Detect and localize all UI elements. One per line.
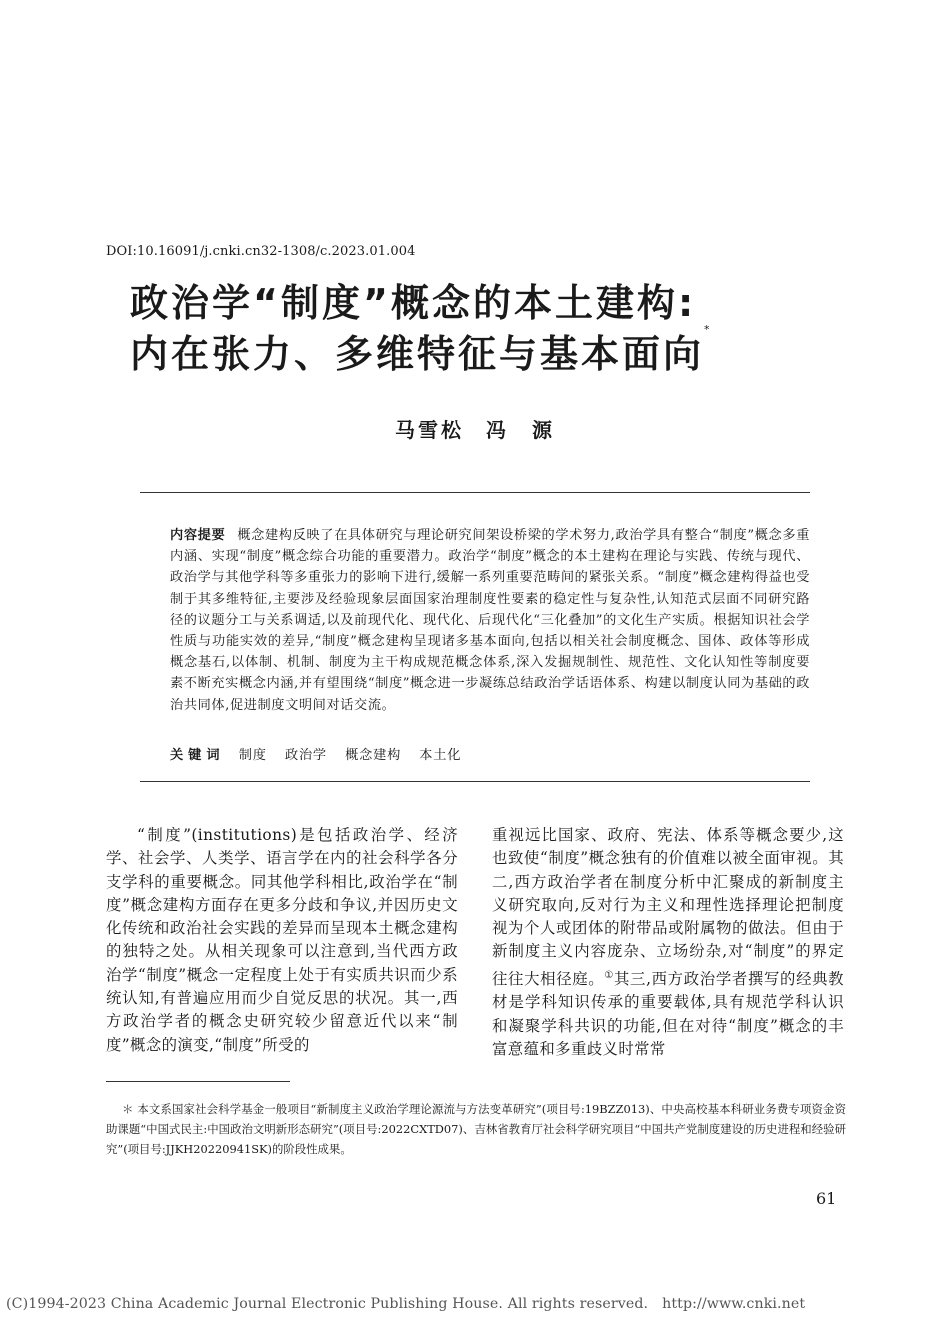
abstract-bottom-rule: [140, 781, 810, 782]
title-footnote-mark: *: [704, 323, 713, 336]
endnote-marker[interactable]: ①: [604, 969, 614, 981]
authors: [0, 414, 950, 443]
body-column-right: [492, 824, 844, 1061]
keyword-4: 本土化: [419, 748, 462, 763]
footnote-rule: [106, 1081, 290, 1082]
keyword-3: 概念建构: [345, 748, 402, 763]
abstract-label: 内容提要: [170, 528, 226, 543]
article-title-line-2: [130, 323, 820, 378]
keyword-2: 政治学: [284, 748, 327, 763]
keywords: [170, 744, 810, 763]
copyright-line: [6, 1296, 805, 1312]
article-title-line-1: 政治学“制度”概念的本土建构:: [130, 281, 697, 325]
author-2: 冯 源: [486, 418, 555, 442]
author-1: 马雪松: [395, 418, 464, 442]
body-column-left: “制度”(institutions)是包括政治学、经济学、社会学、人类学、语言学在内的社会科学各分支学科的重要概念。同其他学科相比,政治学在“制度”概念建构方面存在更多分歧和争议,并因历史文化传统和政治社会实践的差异而呈现本土概念建构的独特之处。从相关现象可以注意到,当代西方政治学“制度”概念一定程度上处于有实质共识而少系统认知,有普遍应用而少自觉反思的状况。其一,西方政治学者的概念史研究较少留意近代以来“制度”概念的演变,“制度”所受的: [106, 826, 458, 1054]
abstract: [170, 525, 810, 716]
body-right-text-2: 其三,西方政治学者撰写的经典教材是学科知识传承的重要载体,具有规范学科认识和凝聚学科共识的功能,但在对待“制度”概念的丰富意蕴和多重歧义时常常: [492, 969, 844, 1058]
keywords-label: 关键词: [170, 748, 225, 763]
page-number: 61: [816, 1189, 837, 1208]
funding-footnote: ＊ 本文系国家社会科学基金一般项目“新制度主义政治学理论源流与方法变革研究”(项目号:19BZZ013)、中央高校基本科研业务费专项资金资助课题“中国式民主:中国政治文明新形态研究”(项目号:2022CXTD07)、吉林省教育厅社会科学研究项目“中国共产党制度建设的历史进程和经验研究”(项目号:JJKH20220941SK)的阶段性成果。: [106, 1102, 846, 1156]
doi-line: DOI:10.16091/j.cnki.cn32-1308/c.2023.01.004: [106, 244, 416, 259]
keyword-1: 制度: [238, 748, 267, 763]
cnki-link[interactable]: http://www.cnki.net: [662, 1296, 806, 1312]
body-right-text-1: 重视远比国家、政府、宪法、体系等概念要少,这也致使“制度”概念独有的价值难以被全面审视。其二,西方政治学者在制度分析中汇聚成的新制度主义研究取向,反对行为主义和理性选择理论把制度视为个人或团体的附带品或附属物的做法。但由于新制度主义内容庞杂、立场纷杂,对“制度”的界定往往大相径庭。: [492, 826, 844, 988]
copyright-text: (C)1994-2023 China Academic Journal Electronic Publishing House. All rights reserved.: [6, 1296, 649, 1312]
abstract-top-rule: [140, 492, 810, 493]
abstract-text: 概念建构反映了在具体研究与理论研究间架设桥梁的学术努力,政治学具有整合“制度”概念多重内涵、实现“制度”概念综合功能的重要潜力。政治学“制度”概念的本土建构在理论与实践、传统与现代、政治学与其他学科等多重张力的影响下进行,缓解一系列重要范畴间的紧张关系。“制度”概念建构得益也受制于其多维特征,主要涉及经验现象层面国家治理制度性要素的稳定性与复杂性,认知范式层面不同研究路径的议题分工与关系调适,以及前现代化、现代化、后现代化“三化叠加”的文化生产实质。根据知识社会学性质与功能实效的差异,“制度”概念建构呈现诸多基本面向,包括以相关社会制度概念、国体、政体等形成概念基石,以体制、机制、制度为主干构成规范概念体系,深入发掘规制性、规范性、文化认知性等制度要素不断充实概念内涵,并有望围绕“制度”概念进一步凝练总结政治学话语体系、构建以制度认同为基础的政治共同体,促进制度文明间对话交流。: [170, 528, 810, 713]
article-title-line-2-text: 内在张力、多维特征与基本面向: [130, 332, 705, 376]
